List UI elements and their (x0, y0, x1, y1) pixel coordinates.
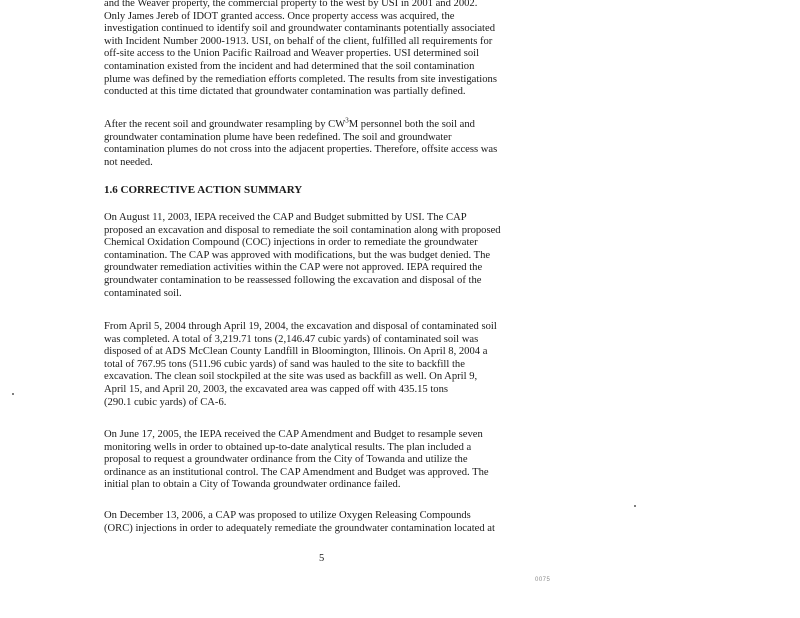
text-line: conducted at this time dictated that groundwater contamination was partially defined. (104, 86, 466, 98)
text-line: excavation. The clean soil stockpiled at the site was used as backfill as well. On April 9, (104, 371, 478, 383)
text-line: groundwater contamination to be reassessed following the excavation and disposal of the (104, 274, 482, 286)
text-line: plume was defined by the remediation efforts completed. The results from site investigations (104, 73, 497, 85)
text-line: Only James Jereb of IDOT granted access. Once property access was acquired, the (104, 10, 455, 22)
text-line: (ORC) injections in order to adequately remediate the groundwater contamination located at (104, 522, 495, 534)
paragraph-excavation (104, 321, 556, 409)
text-line: Chemical Oxidation Compound (COC) injections in order to remediate the groundwater (104, 237, 478, 249)
paragraph-cap-amendment (104, 429, 556, 492)
text-line: contamination existed from the incident and had determined that the soil contamination (104, 60, 475, 72)
text-line: ordinance as an institutional control. The CAP Amendment and Budget was approved. The (104, 466, 489, 478)
bates-stamp: 0075 (535, 577, 551, 583)
text-line: was completed. A total of 3,219.71 tons (2,146.47 cubic yards) of contaminated soil was (104, 333, 479, 345)
text-line: proposal to request a groundwater ordinance from the City of Towanda and utilize the (104, 454, 468, 466)
text-line: monitoring wells in order to obtained up-to-date analytical results. The plan included a (104, 441, 472, 453)
text-line: contamination plumes do not cross into the adjacent properties. Therefore, offsite access was (104, 144, 498, 156)
paragraph-site-investigation (104, 0, 556, 99)
text-line: off-site access to the Union Pacific Railroad and Weaver properties. USI determined soil (104, 48, 480, 60)
text-line: contamination. The CAP was approved with modifications, but the was budget denied. The (104, 249, 491, 261)
paragraph-recent-resampling (104, 116, 556, 169)
paragraph-orc-injections (104, 510, 556, 535)
page-number: 5 (319, 553, 325, 564)
text-line: On June 17, 2005, the IEPA received the CAP Amendment and Budget to resample seven (104, 429, 483, 440)
text-line: (290.1 cubic yards) of CA-6. (104, 396, 227, 408)
text-line: with Incident Number 2000-1913. USI, on behalf of the client, fulfilled all requirements for (104, 35, 493, 47)
text-line: On December 13, 2006, a CAP was proposed to utilize Oxygen Releasing Compounds (104, 510, 471, 521)
section-heading: 1.6 CORRECTIVE ACTION SUMMARY (104, 184, 303, 196)
paragraph-cap-submission (104, 212, 556, 300)
scan-speck (12, 393, 14, 395)
text-line: and the Weaver property, the commercial property to the west by USI in 2001 and 2002. (104, 0, 478, 9)
text-line: proposed an excavation and disposal to remediate the soil contamination along with proposed (104, 224, 501, 236)
text-line: not needed. (104, 156, 153, 168)
text-fragment: After the recent soil and groundwater resampling by CW (104, 119, 346, 130)
text-line: investigation continued to identify soil and groundwater contaminants potentially associated (104, 23, 495, 35)
superscript: 3 (345, 116, 349, 125)
text-line: initial plan to obtain a City of Towanda groundwater ordinance failed. (104, 479, 401, 491)
scan-speck (634, 505, 636, 507)
text-line: On August 11, 2003, IEPA received the CAP and Budget submitted by USI. The CAP (104, 212, 467, 223)
text-line: From April 5, 2004 through April 19, 2004, the excavation and disposal of contaminated soil (104, 321, 497, 332)
text-line: groundwater remediation activities within the CAP were not approved. IEPA required the (104, 262, 483, 274)
text-line: groundwater contamination plume have been redefined. The soil and groundwater (104, 131, 452, 143)
text-line: contaminated soil. (104, 287, 182, 299)
text-line: total of 767.95 tons (511.96 cubic yards) of sand was hauled to the site to backfill the (104, 358, 465, 370)
text-line: disposed of at ADS McClean County Landfill in Bloomington, Illinois. On April 8, 2004 a (104, 346, 488, 358)
text-line: April 15, and April 20, 2003, the excavated area was capped off with 435.15 tons (104, 383, 449, 395)
text-line (104, 116, 556, 132)
text-fragment: M personnel both the soil and (348, 119, 475, 130)
